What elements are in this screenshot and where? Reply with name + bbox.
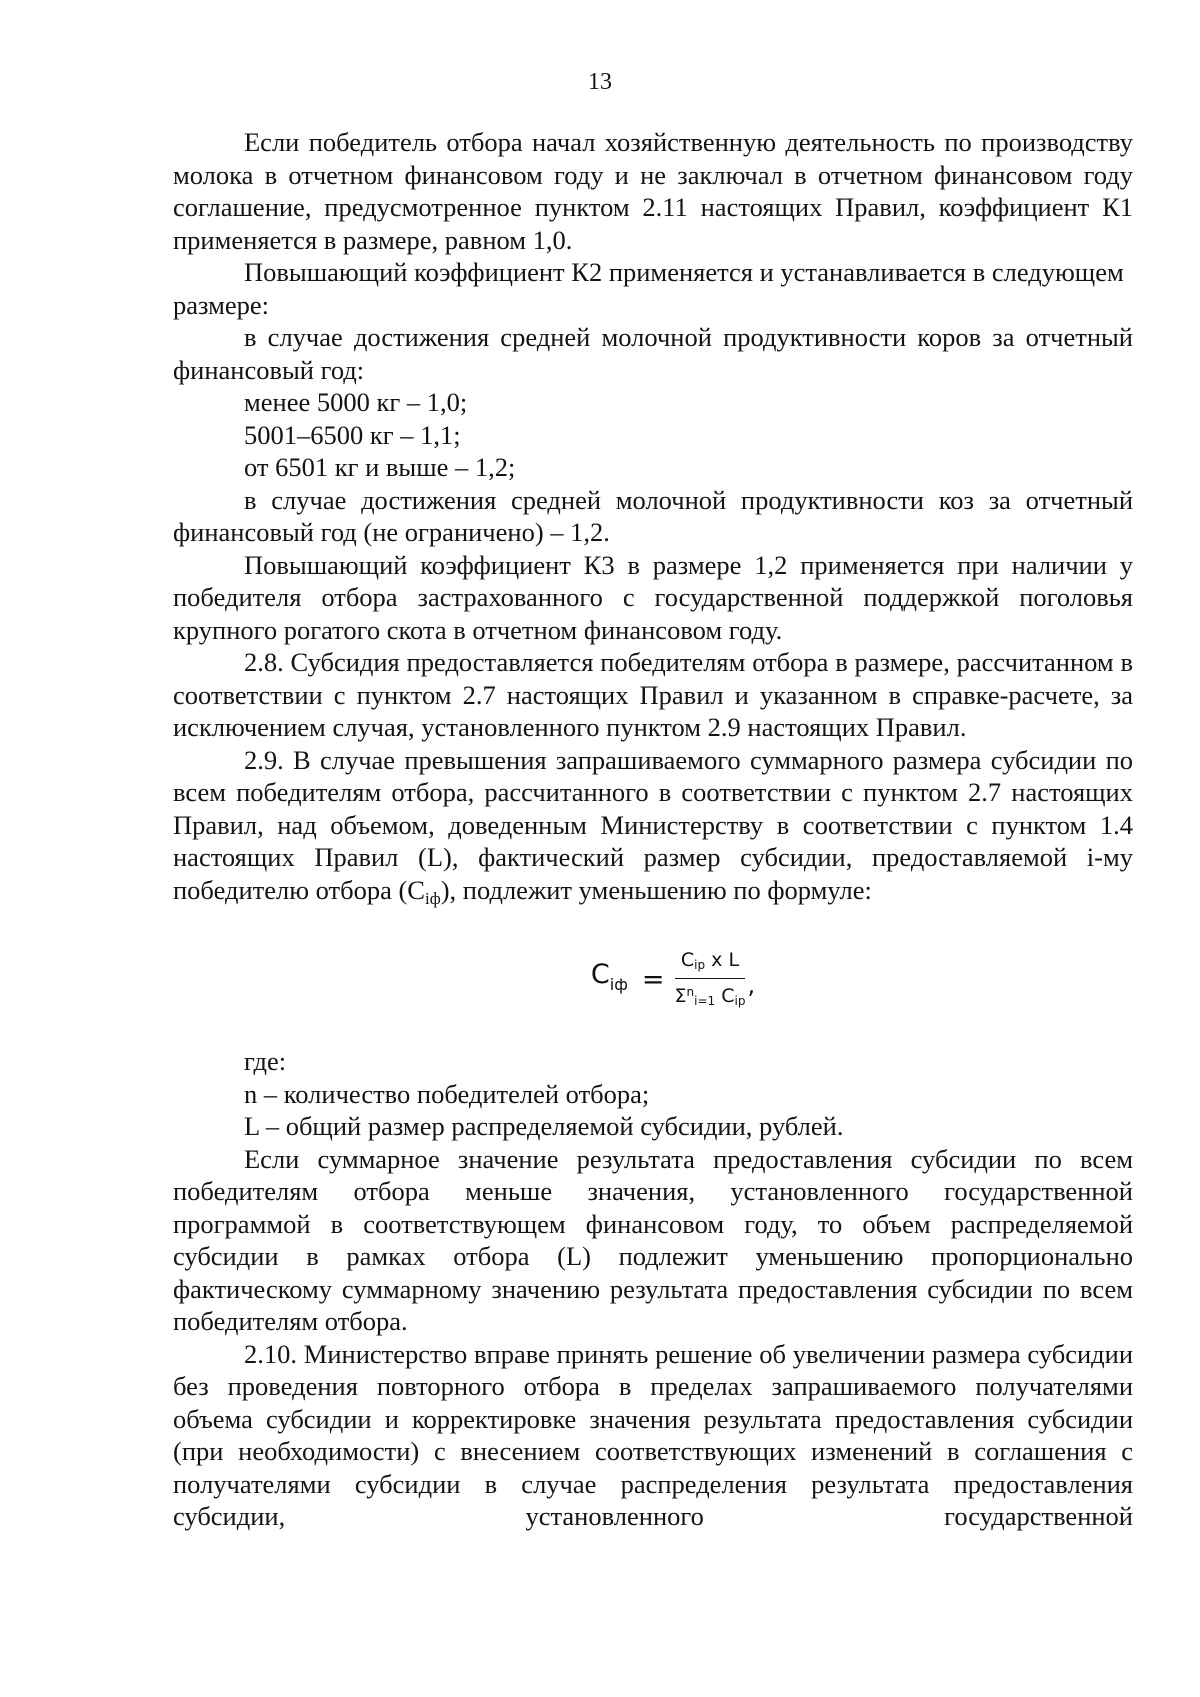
list-item-5001-6500: 5001–6500 кг – 1,1; bbox=[244, 419, 461, 450]
formula bbox=[173, 915, 1133, 1045]
paragraph-goats-condition: в случае достижения средней молочной продуктивности коз за отчетный финансовый год (не ограничено) – 1,2. bbox=[173, 484, 1133, 547]
paragraph-where: где: bbox=[244, 1046, 287, 1076]
page-number: 13 bbox=[588, 69, 612, 95]
formula-equals: = bbox=[641, 963, 665, 995]
inline-subscript: iф bbox=[424, 888, 441, 908]
paragraph-cows-condition: в случае достижения средней молочной продуктивности коров за отчетный финансовый год: bbox=[173, 322, 1133, 385]
list-item-less-5000: менее 5000 кг – 1,0; bbox=[244, 387, 468, 417]
paragraph-k1: Если победитель отбора начал хозяйственную деятельность по производству молока в отчетном финансовом году и не заключал в отчетном финансовом году соглашение, предусмотренное пунктом 2.11 настоящих Правил, коэффициент К1 применяется в размере, равном 1,0. bbox=[173, 127, 1133, 255]
paragraph-2-9-text: 2.9. В случае превышения запрашиваемого суммарного размера субсидии по всем победителям отбора, рассчитанного в соответствии с пунктом 2.7 настоящих Правил, над объемом, доведенным Министерству в соответствии с пунктом 1.4 настоящих Правил (L), фактический размер субсидии, предоставляемой i-му победителю отбора (С bbox=[173, 744, 1133, 905]
formula-numerator: Cip x L bbox=[675, 949, 745, 979]
definition-n: n – количество победителей отбора; bbox=[244, 1078, 650, 1109]
formula-fraction bbox=[675, 949, 746, 1012]
document-body bbox=[173, 126, 1133, 1533]
paragraph-2-10: 2.10. Министерство вправе принять решение об увеличении размера субсидии без проведения повторного отбора в пределах запрашиваемого получателями объема субсидии и корректировке значения результата предоставления субсидии (при необходимости) с внесением соответствующих изменений в соглашения с получателями субсидии в случае распределения результата предоставления субсидии, установленного государственной bbox=[173, 1338, 1133, 1531]
formula-lhs-subscript: iф bbox=[609, 974, 628, 994]
list-item-from-6501: от 6501 кг и выше – 1,2; bbox=[244, 452, 516, 482]
formula-lhs: $C_{iф}$ bbox=[590, 958, 628, 994]
definition-l: L – общий размер распределяемой субсидии, рублей. bbox=[244, 1111, 844, 1141]
paragraph-k2-intro: Повышающий коэффициент К2 применяется и устанавливается в следующем размере: bbox=[173, 257, 1124, 320]
paragraph-2-9 bbox=[173, 744, 1133, 916]
paragraph-reduction: Если суммарное значение результата предоставления субсидии по всем победителям отбора меньше значения, установленного государственной программой в соответствующем финансовом году, то объем распределяемой субсидии в рамках отбора (L) подлежит уменьшению пропорционально фактическому суммарному значению результата предоставления субсидии по всем победителям отбора. bbox=[173, 1143, 1133, 1336]
paragraph-k3: Повышающий коэффициент К3 в размере 1,2 применяется при наличии у победителя отбора застрахованного с государственной поддержкой поголовья крупного рогатого скота в отчетном финансовом году. bbox=[173, 549, 1133, 645]
formula-comma: , bbox=[747, 970, 756, 999]
paragraph-2-9-tail: ), подлежит уменьшению по формуле: bbox=[440, 874, 872, 905]
formula-denominator: $\Sigma^ni=1$ Cip bbox=[674, 984, 746, 1008]
paragraph-2-8: 2.8. Субсидия предоставляется победителям отбора в размере, рассчитанном в соответствии с пунктом 2.7 настоящих Правил и указанном в справке-расчете, за исключением случая, установленного пунктом 2.9 настоящих Правил. bbox=[173, 647, 1133, 742]
